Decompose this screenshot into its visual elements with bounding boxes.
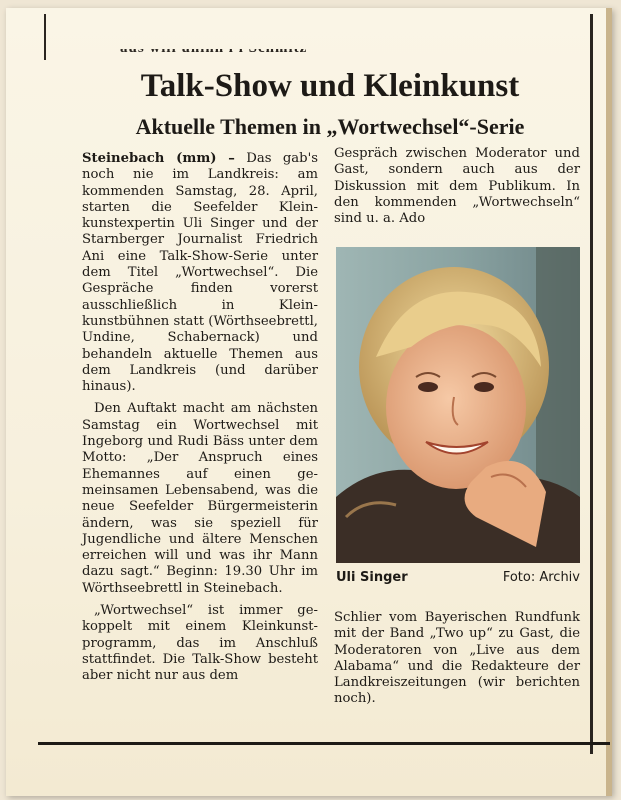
dateline: Steinebach (mm) – bbox=[82, 151, 235, 166]
column-rule-left bbox=[44, 14, 46, 60]
article-paragraph-5: Schlier vom Bayerischen Rundfunk mit der Band „Two up“ zu Gast, die Moderatoren von „Live aus dem Alabama“ und die Redakteure der Landkreiszeitungen (wir berichten noch). bbox=[334, 610, 580, 707]
article-column-right-bottom bbox=[334, 610, 580, 708]
bottom-rule bbox=[38, 742, 610, 745]
article-paragraph-4: Gespräch zwischen Moderator und Gast, sondern auch aus der Diskussion mit dem Publikum. In den kommenden „Wortwechseln“ sind u. a. Ado bbox=[334, 146, 580, 227]
article-column-left bbox=[82, 151, 318, 685]
paragraph-text: Das gab's noch nie im Landkreis: am kommenden Samstag, 28. April, starten die Seefelder Kleinkunstexpertin Uli Singer und der Starnberger Journalist Friedrich Ani eine Talk-Show-Serie unter dem Titel „Wortwechsel“. Die Gespräche finden vorerst ausschließlich in Kleinkunstbühnen statt (Wörthseebrettl, Undine, Schabernack) und behandeln aktuelle Themen aus dem Landkreis (und darüber hinaus). bbox=[82, 151, 318, 395]
headline: Talk-Show und Kleinkunst bbox=[140, 68, 520, 104]
subheadline: Aktuelle Themen in „Wortwechsel“-Serie bbox=[135, 114, 525, 139]
photo-caption bbox=[336, 570, 580, 585]
caption-credit: Foto: Archiv bbox=[502, 570, 580, 585]
caption-name: Uli Singer bbox=[336, 570, 408, 585]
article-column-right-top bbox=[334, 146, 580, 227]
article-paragraph-1 bbox=[82, 151, 318, 395]
article-paragraph-3: „Wortwechsel“ ist immer gekoppelt mit einem Kleinkunstprogramm, das im Anschluß stattfindet. Die Talk-Show besteht aber nicht nur aus dem bbox=[82, 603, 318, 684]
portrait-photo bbox=[336, 247, 580, 563]
article-paragraph-2: Den Auftakt macht am nächsten Samstag ein Wortwechsel mit Ingeborg und Rudi Bäss unter dem Motto: „Der Anspruch eines Ehemannes auf einen gemeinsamen Lebensabend, was die neue Seefelder Bürgermeisterin ändern, was sie speziell für Jugendliche und ältere Menschen erreichen will und was ihr Mann dazu sagt.“ Beginn: 19.30 Uhr im Wörthseebrettl in Steinebach. bbox=[82, 401, 318, 596]
